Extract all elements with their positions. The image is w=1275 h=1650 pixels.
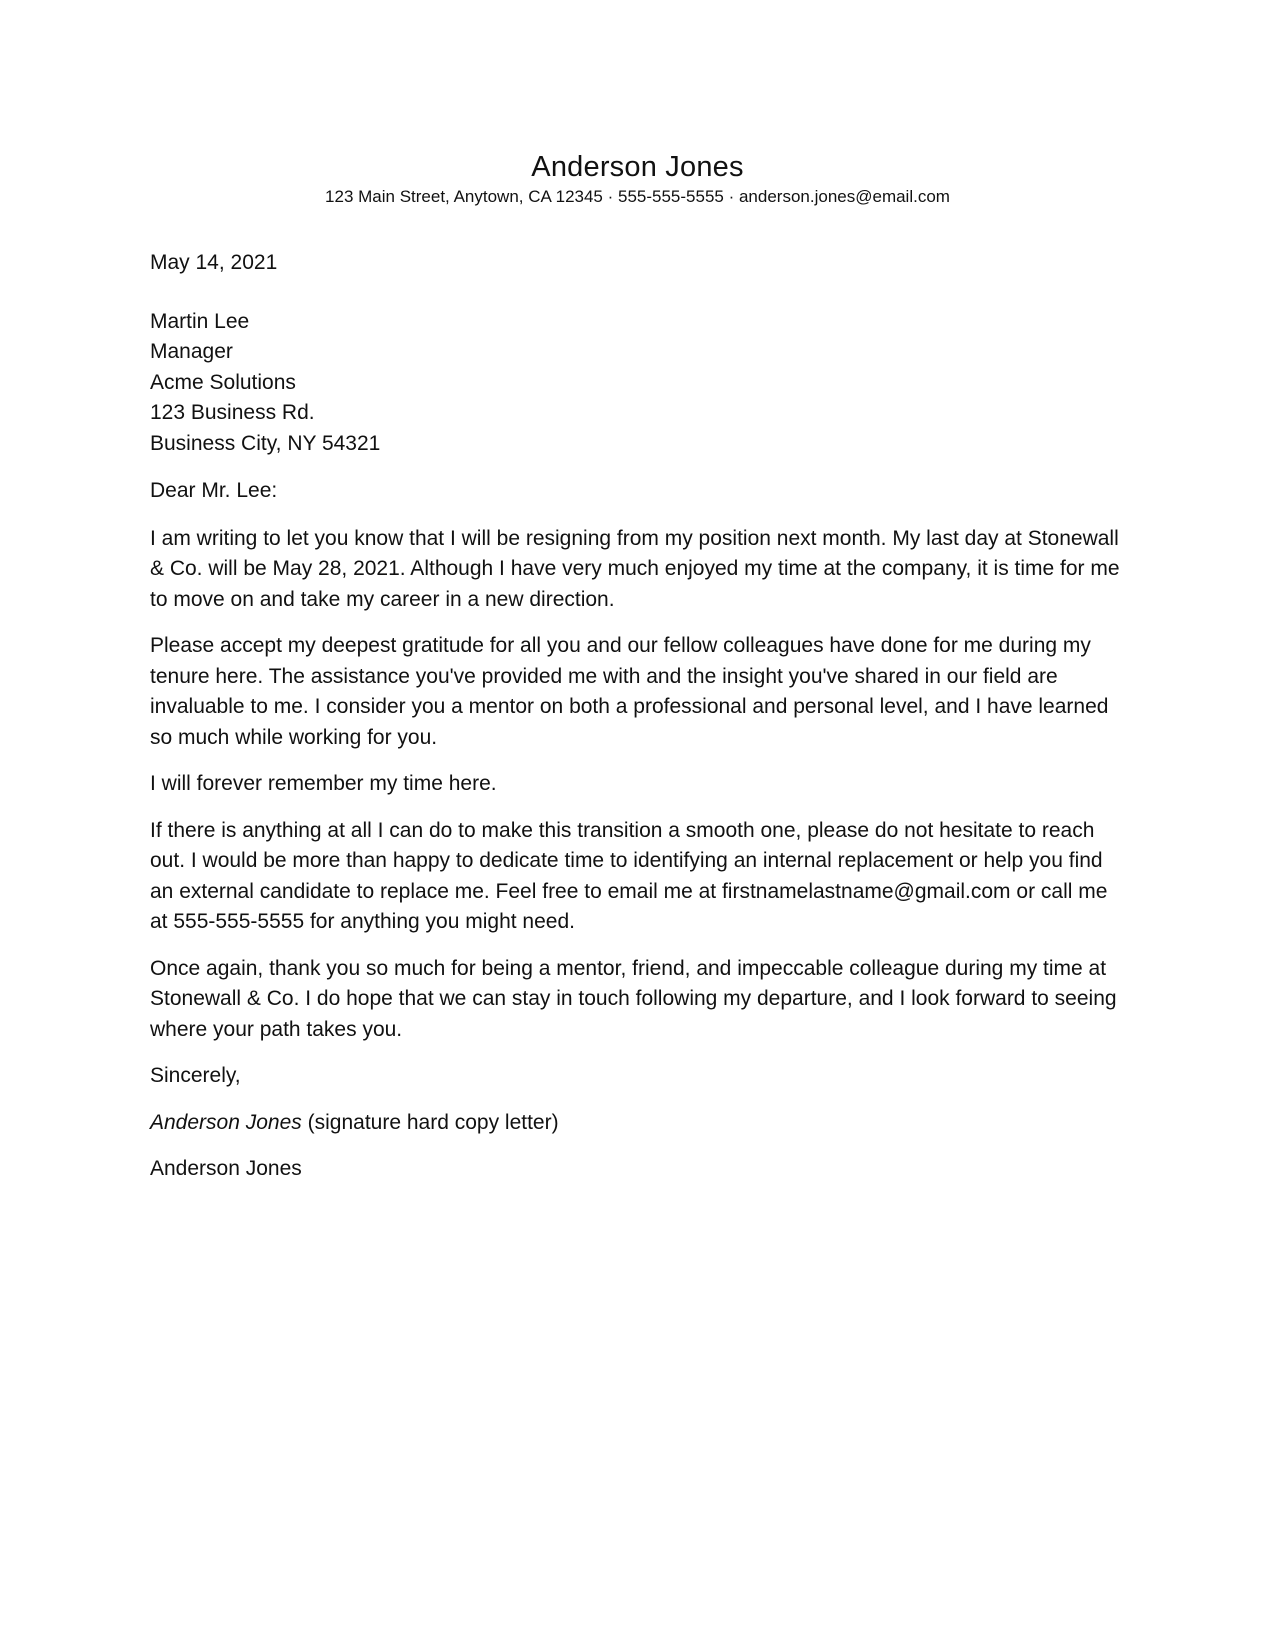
recipient-name: Martin Lee (150, 309, 250, 333)
recipient-company: Acme Solutions (150, 370, 296, 394)
letter-body (150, 248, 1125, 1185)
letter-date: May 14, 2021 (150, 251, 278, 274)
paragraph-farewell: Once again, thank you so much for being a mentor, friend, and impeccable colleague during my time at Stonewall & Co. I do hope that we can stay in touch following my departure, and I look forward to seeing where your path takes you. (150, 956, 1117, 1041)
salutation: Dear Mr. Lee: (150, 479, 278, 502)
sender-name: Anderson Jones (531, 151, 744, 183)
sender-contact-line: 123 Main Street, Anytown, CA 12345 · 555-555-5555 · anderson.jones@email.com (325, 187, 950, 206)
paragraph-resignation: I am writing to let you know that I will be resigning from my position next month. My last day at Stonewall & Co. will be May 28, 2021. Although I have very much enjoyed my time at the company, it is time for me to move on and take my career in a new direction. (150, 526, 1120, 611)
paragraph-remember: I will forever remember my time here. (150, 772, 497, 795)
recipient-city: Business City, NY 54321 (150, 431, 381, 455)
letterhead (0, 150, 1275, 208)
recipient-street: 123 Business Rd. (150, 401, 315, 424)
signature-note: (signature hard copy letter) (307, 1110, 559, 1134)
paragraph-transition: If there is anything at all I can do to make this transition a smooth one, please do not hesitate to reach out. I would be more than happy to dedicate time to identifying an internal replacement or help you find an external candidate to replace me. Feel free to email me at firstnamelastname@gmail.com or call me at 555-555-5555 for anything you might need. (150, 818, 1108, 933)
signature-name: Anderson Jones (150, 1110, 302, 1134)
recipient-title: Manager (150, 340, 233, 363)
signature-line (150, 1108, 1125, 1139)
closing: Sincerely, (150, 1064, 241, 1087)
recipient-address (150, 307, 1125, 460)
paragraph-gratitude: Please accept my deepest gratitude for all you and our fellow colleagues have done for me during my tenure here. The assistance you've provided me with and the insight you've shared in our field are invaluable to me. I consider you a mentor on both a professional and personal level, and I have learned so much while working for you. (150, 634, 1109, 749)
typed-name: Anderson Jones (150, 1157, 302, 1180)
